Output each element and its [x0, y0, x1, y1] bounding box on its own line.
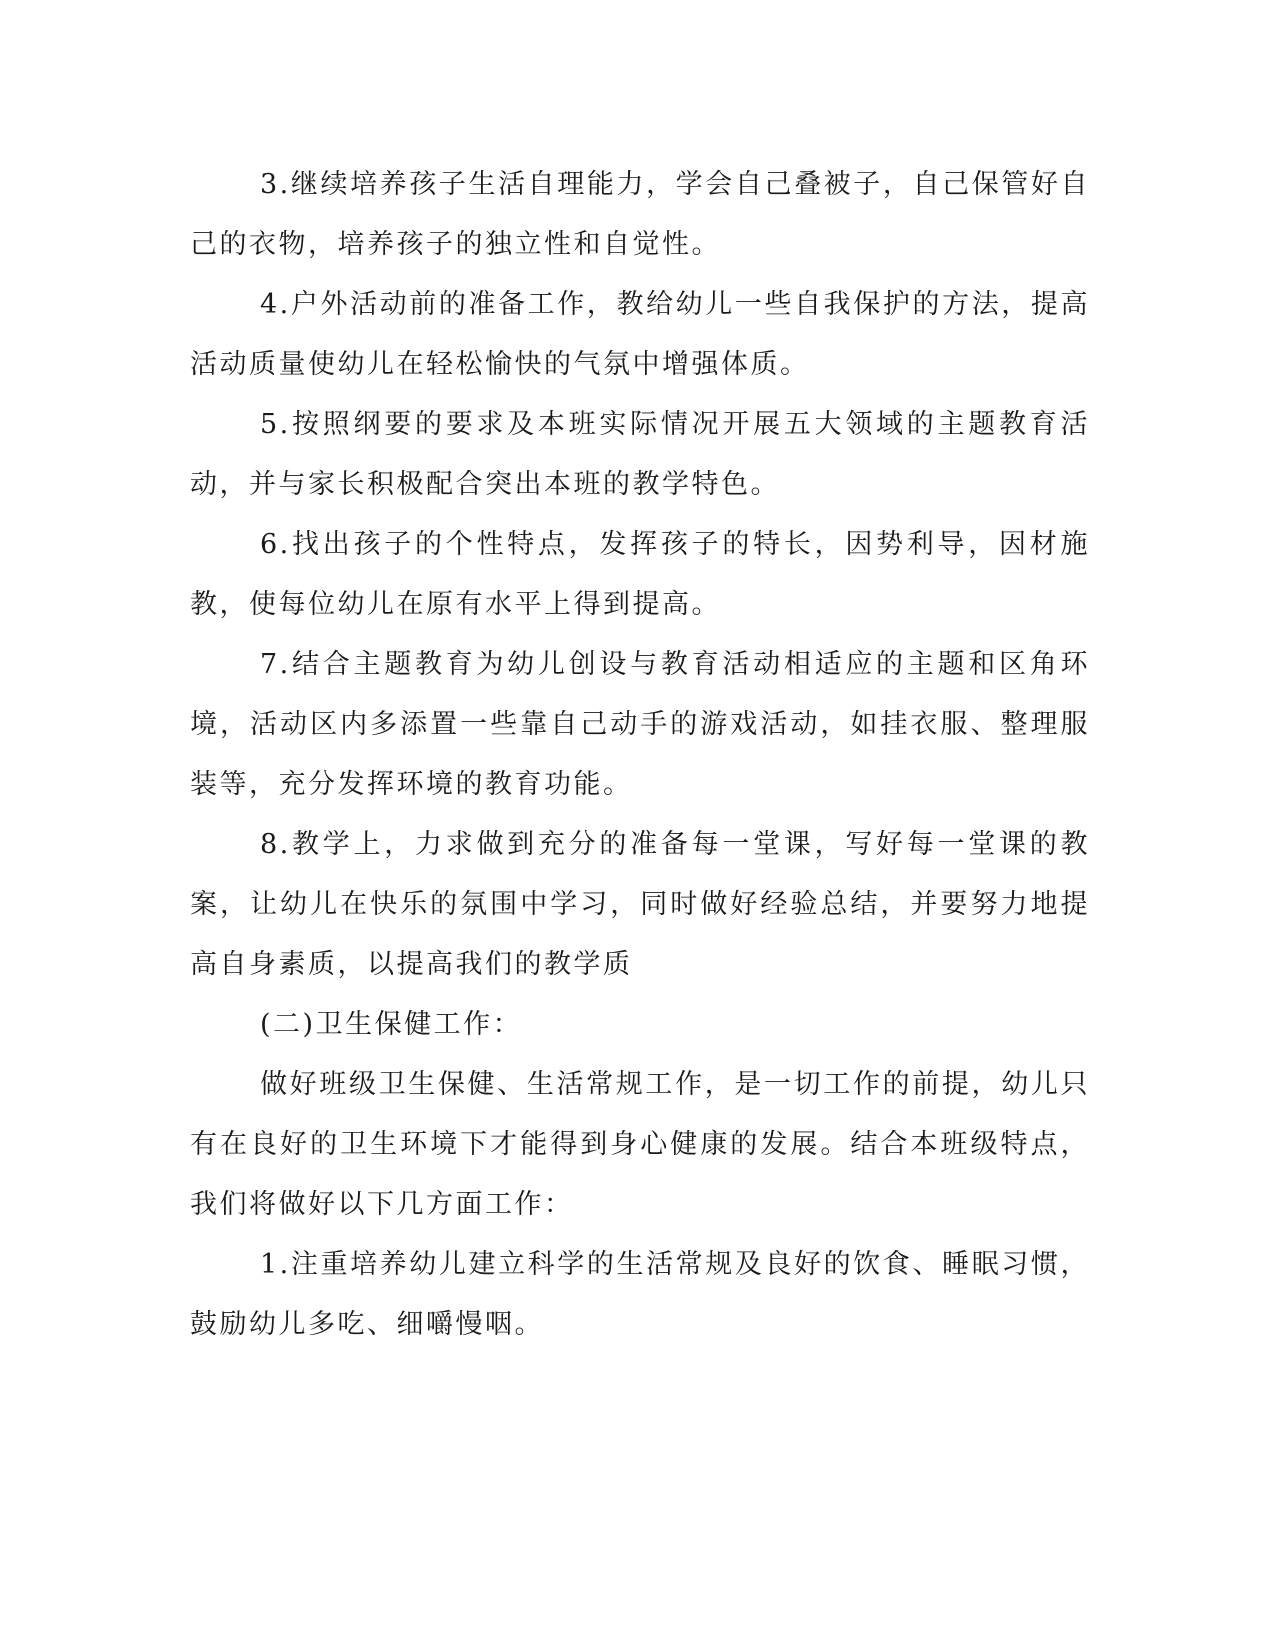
- paragraph-item-5: 5.按照纲要的要求及本班实际情况开展五大领域的主题教育活动，并与家长积极配合突出本班的教学特色。: [190, 409, 1090, 500]
- paragraph-item-3: 3.继续培养孩子生活自理能力，学会自己叠被子，自己保管好自己的衣物，培养孩子的独立性和自觉性。: [190, 169, 1090, 260]
- paragraph-hygiene-intro: 做好班级卫生保健、生活常规工作，是一切工作的前提，幼儿只有在良好的卫生环境下才能得到身心健康的发展。结合本班级特点，我们将做好以下几方面工作：: [190, 1069, 1090, 1220]
- document-body: [190, 155, 1090, 1355]
- paragraph-item-6: 6.找出孩子的个性特点，发挥孩子的特长，因势利导，因材施教，使每位幼儿在原有水平上得到提高。: [190, 529, 1090, 620]
- paragraph-item-7: 7.结合主题教育为幼儿创设与教育活动相适应的主题和区角环境，活动区内多添置一些靠自己动手的游戏活动，如挂衣服、整理服装等，充分发挥环境的教育功能。: [190, 649, 1090, 800]
- paragraph-item-4: 4.户外活动前的准备工作，教给幼儿一些自我保护的方法，提高活动质量使幼儿在轻松愉快的气氛中增强体质。: [190, 289, 1090, 380]
- paragraph-hygiene-item-1: 1.注重培养幼儿建立科学的生活常规及良好的饮食、睡眠习惯，鼓励幼儿多吃、细嚼慢咽。: [190, 1249, 1090, 1340]
- paragraph-item-8: 8.教学上，力求做到充分的准备每一堂课，写好每一堂课的教案，让幼儿在快乐的氛围中学习，同时做好经验总结，并要努力地提高自身素质，以提高我们的教学质: [190, 829, 1090, 980]
- section-heading-hygiene: (二)卫生保健工作：: [260, 1009, 523, 1040]
